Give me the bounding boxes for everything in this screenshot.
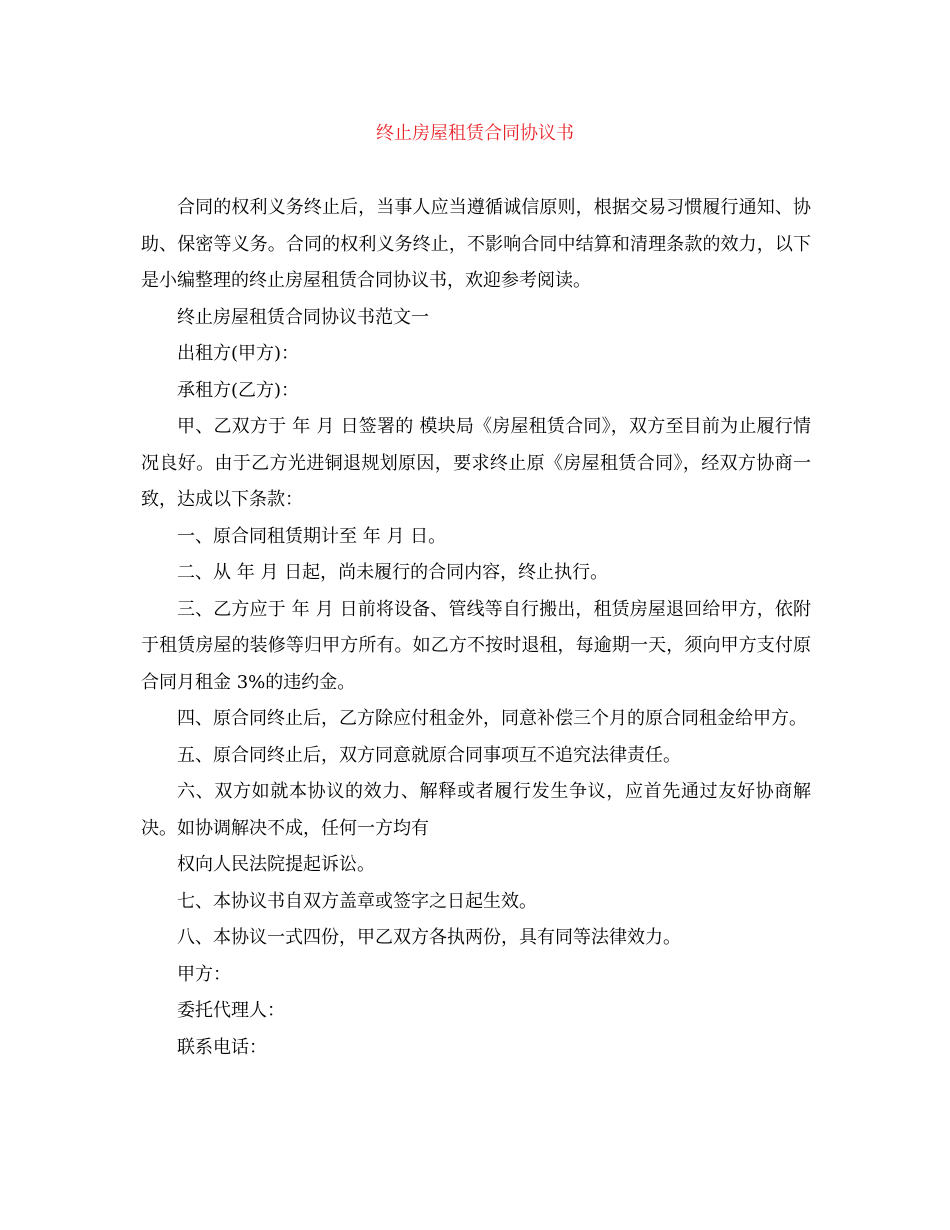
clause-2: 二、从 年 月 日起，尚未履行的合同内容，终止执行。 (177, 562, 609, 583)
clause-6-continued: 权向人民法院提起诉讼。 (177, 854, 375, 875)
agent-signature-line: 委托代理人： (177, 1000, 285, 1021)
lessor-line: 出租方(甲方)： (177, 343, 300, 364)
preamble-paragraph: 甲、乙双方于 年 月 日签署的 模块局《房屋租赁合同》，双方至目前为止履行情况良好。由于乙方光进铜退规划原因，要求终止原《房屋租赁合同》，经双方协商一致，达成以下条款： (141, 416, 811, 510)
party-a-signature-line: 甲方： (177, 963, 231, 985)
clause-4: 四、原合同终止后，乙方除应付租金外，同意补偿三个月的原合同租金给甲方。 (177, 708, 807, 729)
clause-3: 三、乙方应于 年 月 日前将设备、管线等自行搬出，租赁房屋退回给甲方，依附于租赁房屋的装修等归甲方所有。如乙方不按时退租，每逾期一天，须向甲方支付原合同月租金 3%的违约金。 (141, 598, 811, 693)
clause-1: 一、原合同租赁期计至 年 月 日。 (177, 525, 447, 547)
document-body (141, 190, 811, 1066)
phone-line: 联系电话： (177, 1036, 267, 1058)
clause-8: 八、本协议一式四份，甲乙双方各执两份，具有同等法律效力。 (177, 927, 681, 948)
document-title: 终止房屋租赁合同协议书 (376, 123, 574, 144)
lessee-line: 承租方(乙方)： (177, 379, 300, 401)
clause-5: 五、原合同终止后，双方同意就原合同事项互不追究法律责任。 (177, 744, 681, 766)
clause-6: 六、双方如就本协议的效力、解释或者履行发生争议，应首先通过友好协商解决。如协调解决不成，任何一方均有 (141, 781, 811, 839)
intro-paragraph: 合同的权利义务终止后，当事人应当遵循诚信原则，根据交易习惯履行通知、协助、保密等义务。合同的权利义务终止，不影响合同中结算和清理条款的效力，以下是小编整理的终止房屋租赁合同协议书，欢迎参考阅读。 (141, 197, 811, 291)
clause-7: 七、本协议书自双方盖章或签字之日起生效。 (177, 890, 537, 912)
sample-heading: 终止房屋租赁合同协议书范文一 (177, 306, 429, 328)
